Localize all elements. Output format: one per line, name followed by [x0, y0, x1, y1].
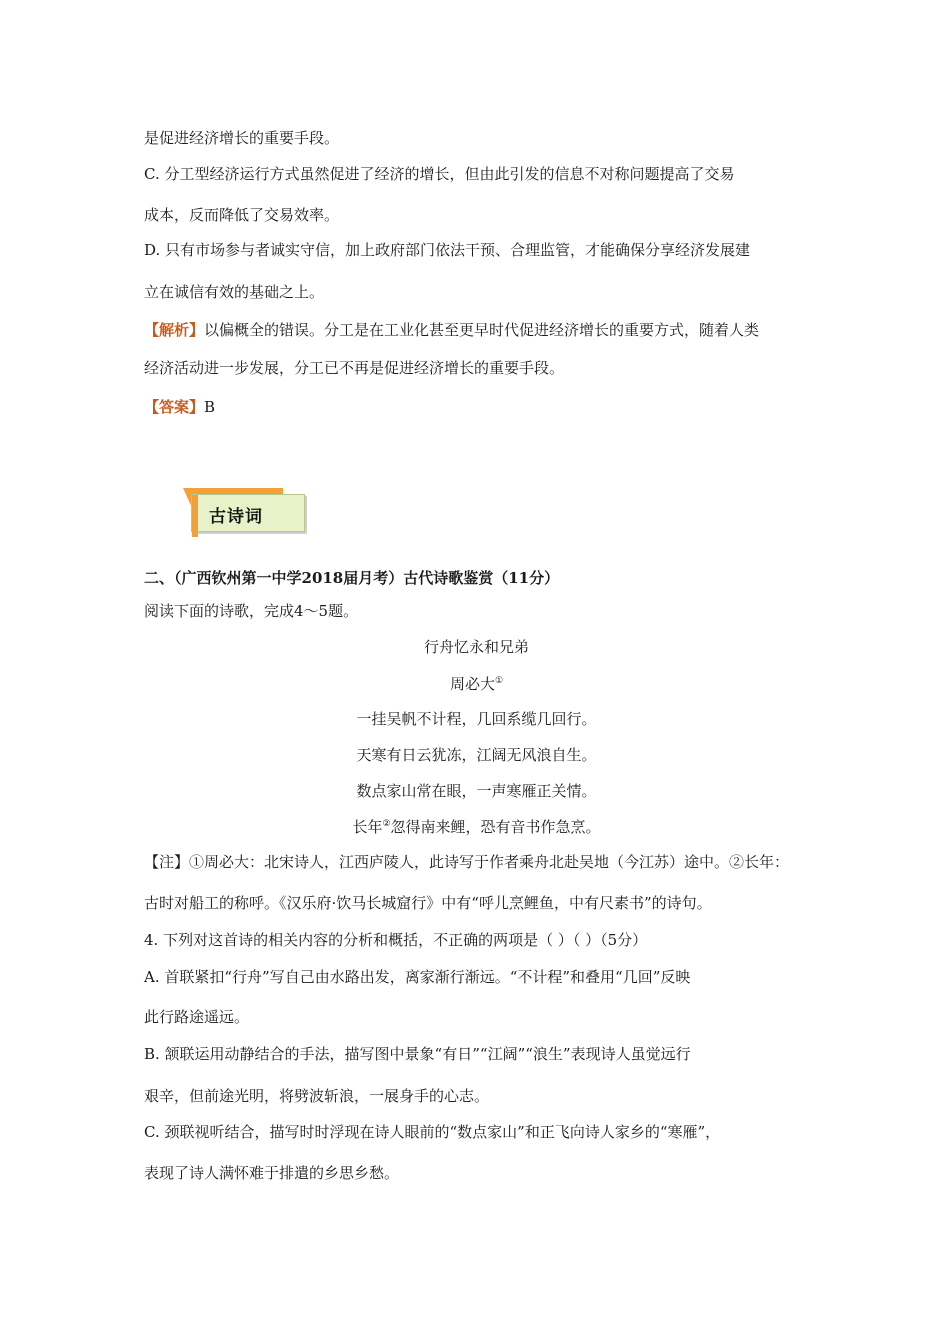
- analysis-line2: 经济活动进一步发展，分工已不再是促进经济增长的重要手段。: [144, 359, 565, 377]
- poem-line-4-start: 长年: [352, 818, 383, 836]
- poem-line-3: 数点家山常在眼，一声寒雁正关情。: [356, 782, 597, 800]
- poem-author: [144, 674, 809, 694]
- option-a-line2: 此行路途遥远。: [144, 1008, 250, 1026]
- option-d-line1: D. 只有市场参与者诚实守信，加上政府部门依法干预、合理监管，才能确保分享经济发展建: [144, 241, 751, 259]
- option-c-line2: 成本，反而降低了交易效率。: [144, 206, 340, 224]
- answer-tag: 【答案】: [144, 398, 205, 416]
- option-b-line2: 艰辛，但前途光明，将劈波斩浪，一展身手的心志。: [144, 1087, 490, 1105]
- option-c-line1: C. 分工型经济运行方式虽然促进了经济的增长，但由此引发的信息不对称问题提高了交易: [144, 165, 735, 183]
- section-instruction: 阅读下面的诗歌，完成4～5题。: [144, 602, 359, 620]
- poem-line-4: [144, 817, 809, 837]
- answer-line: [144, 397, 809, 417]
- answer-text: B: [204, 398, 216, 416]
- note-tag: 【注】: [144, 853, 190, 871]
- option-d-line2: 立在诚信有效的基础之上。: [144, 283, 325, 301]
- footnote-marker: ①: [494, 676, 504, 686]
- option-b-line1: B. 颔联运用动静结合的手法，描写图中景象“有日”“江阔”“浪生”表现诗人虽觉远行: [144, 1045, 691, 1063]
- note-line1: [144, 852, 809, 872]
- analysis-tag: 【解析】: [144, 321, 205, 339]
- option-c2-line1: C. 颈联视听结合，描写时时浮现在诗人眼前的“数点家山”和正飞向诗人家乡的“寒雁”，: [144, 1123, 721, 1141]
- text-line: 是促进经济增长的重要手段。: [144, 129, 340, 147]
- footnote-marker: ②: [382, 819, 391, 829]
- poem-title: 行舟忆永和兄弟: [423, 638, 529, 656]
- poem-line-2: 天寒有日云犹冻，江阔无风浪自生。: [356, 746, 597, 764]
- analysis-text: 以偏概全的错误。分工是在工业化甚至更早时代促进经济增长的重要方式，随着人类: [204, 321, 760, 339]
- question-stem: 4. 下列对这首诗的相关内容的分析和概括，不正确的两项是（ ）（ ）（5分）: [144, 931, 648, 949]
- poem-author-name: 周必大: [449, 675, 495, 693]
- note-line2: 古时对船工的称呼。《汉乐府·饮马长城窟行》中有“呼儿烹鲤鱼，中有尺素书”的诗句。: [144, 894, 712, 912]
- badge-label: 古诗词: [209, 507, 263, 527]
- option-a-line1: A. 首联紧扣“行舟”写自己由水路出发，离家渐行渐远。“不计程”和叠用“几回”反映: [144, 968, 691, 986]
- note-text: ①周必大：北宋诗人，江西庐陵人，此诗写于作者乘舟北赴吴地（今江苏）途中。②长年：: [189, 853, 790, 871]
- analysis-line1: [144, 320, 809, 340]
- section-heading: 二、（广西钦州第一中学2018届月考）古代诗歌鉴赏（11分）: [144, 569, 560, 587]
- poem-line-4-end: 忽得南来鲤，恐有音书作急烹。: [390, 818, 601, 836]
- section-badge: [183, 488, 303, 532]
- option-c2-line2: 表现了诗人满怀难于排遣的乡思乡愁。: [144, 1164, 400, 1182]
- badge-stripe: [192, 495, 198, 537]
- poem-line-1: 一挂吴帆不计程，几回系缆几回行。: [356, 710, 597, 728]
